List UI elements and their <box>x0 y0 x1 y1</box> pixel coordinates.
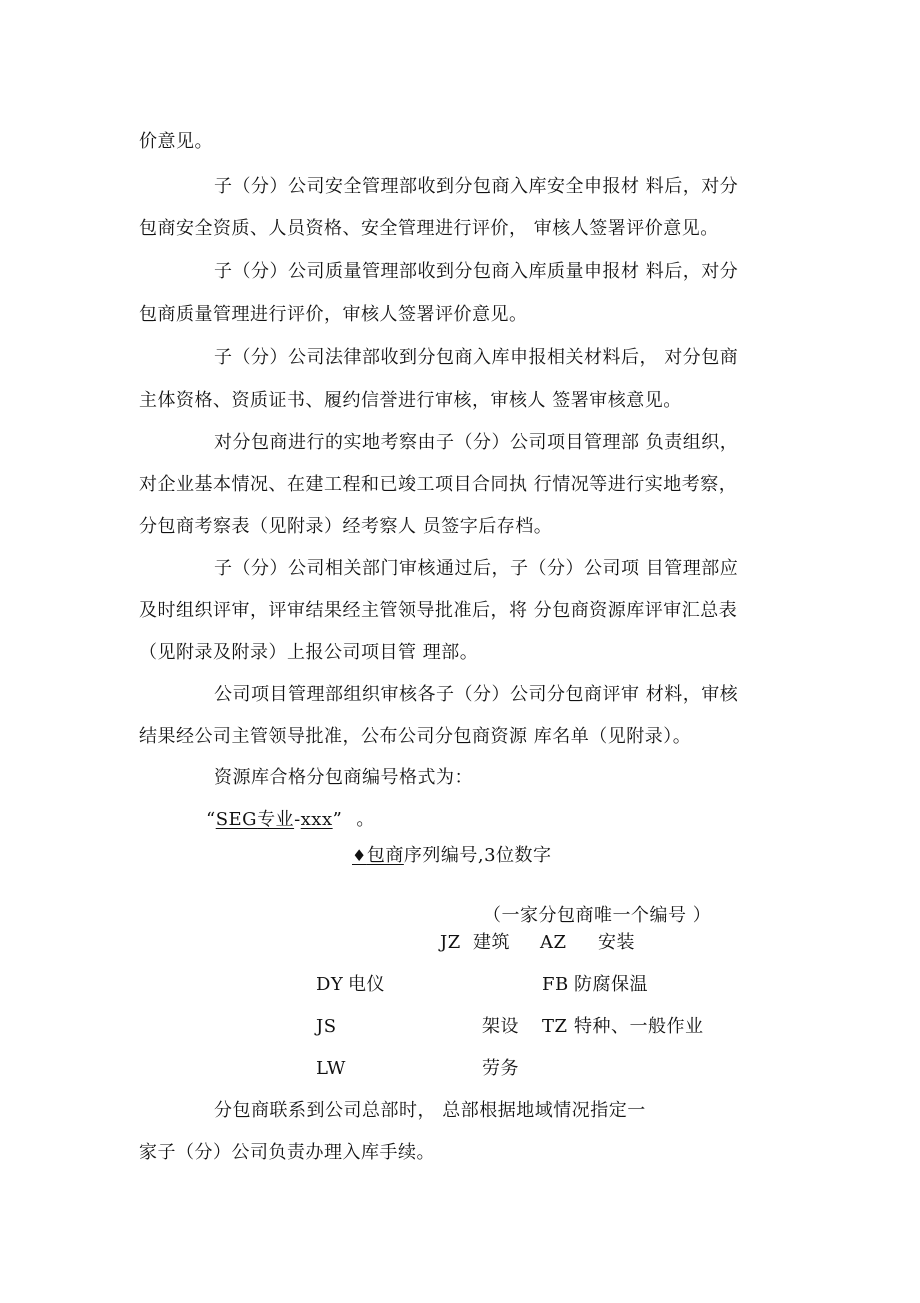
category-code-lw: LW <box>316 1058 346 1079</box>
code-format <box>206 807 375 833</box>
category-code-dy: DY <box>316 974 344 995</box>
paragraph-line: 子（分）公司质量管理部收到分包商入库质量申报材 料后，对分 <box>214 261 739 282</box>
paragraph-line: 对分包商进行的实地考察由子（分）公司项目管理部 负责组织， <box>214 432 739 453</box>
diamond-icon: ♦ <box>352 846 367 865</box>
category-code-az: AZ <box>540 932 567 953</box>
final-paragraph-line: 家子（分）公司负责办理入库手续。 <box>139 1142 435 1163</box>
paragraph-line: 公司项目管理部组织审核各子（分）公司分包商评审 材料，审核 <box>214 684 739 705</box>
code-serial: xxx <box>300 809 333 830</box>
sequence-note <box>352 843 552 869</box>
paragraph-line: 包商安全资质、人员资格、安全管理进行评价， 审核人签署评价意见。 <box>139 218 719 239</box>
category-name-tz: 特种、一般作业 <box>574 1016 704 1037</box>
code-specialty: 专业 <box>257 809 295 830</box>
category-code-js: JS <box>316 1016 337 1037</box>
open-quote: “ <box>206 809 216 830</box>
paragraph-line: 价意见。 <box>139 131 213 152</box>
category-name-az: 安装 <box>598 932 635 953</box>
unique-note: （一家分包商唯一个编号 ） <box>483 905 712 926</box>
close-quote: ” <box>332 809 343 830</box>
sequence-note-subcontractor: 包商 <box>366 845 404 866</box>
category-code-fb: FB <box>542 974 569 995</box>
category-code-jz: JZ <box>440 932 461 953</box>
category-name-jz: 建筑 <box>473 932 510 953</box>
paragraph-line: 对企业基本情况、在建工程和已竣工项目合同执 行情况等进行实地考察， <box>139 474 738 495</box>
paragraph-line: 及时组织评审，评审结果经主管领导批准后，将 分包商资源库评审汇总表 <box>139 600 738 621</box>
paragraph-line: 结果经公司主管领导批准，公布公司分包商资源 库名单（见附录）。 <box>139 726 692 747</box>
paragraph-line: 包商质量管理进行评价，审核人签署评价意见。 <box>139 304 528 325</box>
final-paragraph-line: 分包商联系到公司总部时， 总部根据地域情况指定一 <box>214 1100 646 1121</box>
paragraph-line: 资源库合格分包商编号格式为： <box>214 767 473 788</box>
code-prefix-seg: SEG <box>215 809 258 830</box>
category-name-fb: 防腐保温 <box>574 974 648 995</box>
category-name-dy: 电仪 <box>348 974 385 995</box>
paragraph-line: 分包商考察表（见附录）经考察人 员签字后存档。 <box>139 516 553 537</box>
paragraph-line: 子（分）公司法律部收到分包商入库申报相关材料后， 对分包商 <box>214 347 739 368</box>
paragraph-line: 主体资格、资质证书、履约信誉进行审核，审核人 签署审核意见。 <box>139 390 682 411</box>
category-name-js: 架设 <box>482 1016 519 1037</box>
paragraph-line: 子（分）公司安全管理部收到分包商入库安全申报材 料后，对分 <box>214 176 739 197</box>
sequence-note-text: 序列编号,3位数字 <box>403 845 552 866</box>
category-name-lw: 劳务 <box>482 1058 519 1079</box>
category-code-tz: TZ <box>542 1016 568 1037</box>
paragraph-line: （见附录及附录）上报公司项目管 理部。 <box>139 642 479 663</box>
code-period: 。 <box>356 809 375 830</box>
code-dash: - <box>294 809 301 830</box>
paragraph-line: 子（分）公司相关部门审核通过后，子（分）公司项 目管理部应 <box>214 558 739 579</box>
